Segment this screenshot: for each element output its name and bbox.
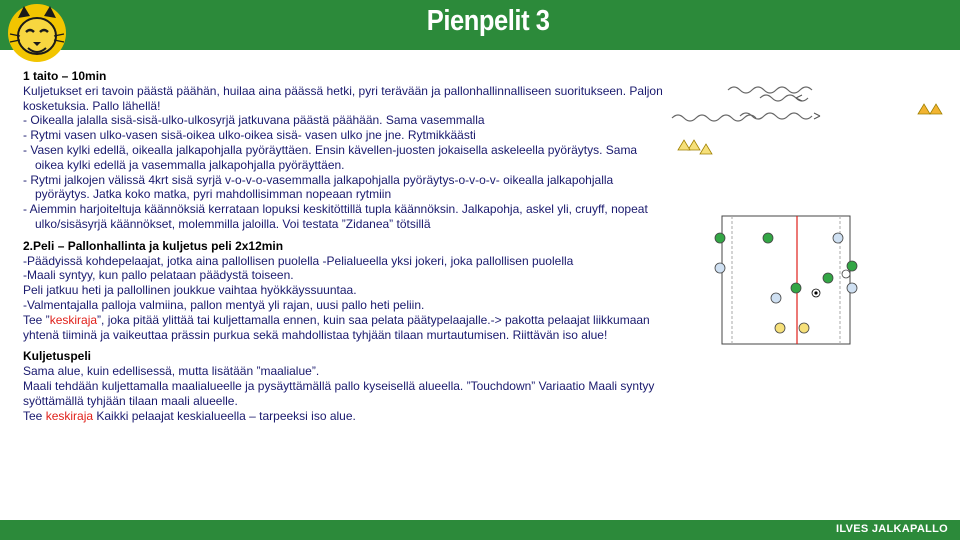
text-line: [23, 313, 668, 343]
list-item: - Aiemmin harjoiteltuja käännöksiä kerrataan lopuksi keskitöttillä tupla käännöksin. Jalkapohja, askel yli, cruyff, nopeat ulko/sisäsyrjä käännökset, molemmilla jaloilla. Voi testata ”Zidanea” tötsillä: [23, 202, 648, 231]
text-part: ”, joka pitää ylittää tai kuljettamalla ennen, kuin saa pelata päätypelaajalle.-> pakotta pelaajat liikkumaan yhtenä tiiminä ja vaikeuttaa prässin purkua sekä mahdollistaa tyhjään tilaan murtautumisen. Riittävän iso alue!: [23, 312, 650, 342]
lynx-logo-icon: [6, 2, 68, 64]
text-part: Kaikki pelaajat keskialueella – tarpeeksi iso alue.: [93, 408, 356, 423]
footer-bar: [0, 520, 960, 540]
slide-title: Pienpelit 3: [427, 5, 550, 37]
slide-body: [23, 69, 668, 423]
list-item: - Vasen kylki edellä, oikealla jalkapohjalla pyöräyttäen. Ensin kävellen-juosten jokaisella askeleella pyöräytys. Sama oikea kylki edellä ja vasemmalla jalkapohjalla pyöräyttäen.: [23, 142, 638, 172]
section-heading: 1 taito – 10min: [23, 69, 107, 83]
text-line: Sama alue, kuin edellisessä, mutta lisätään ”maalialue”.: [23, 364, 320, 379]
cone-icon: [678, 104, 942, 154]
ball-icon: [812, 289, 820, 297]
list-item: - Rytmi jalkojen välissä 4krt sisä syrjä v-o-v-o-vasemmalla jalkapohjalla pyöräytys-o-v-o-v- oikealla jalkapohjalla pyöräytys. Jatka koko matka, pyri mahdollisimman nopeaan rytmiin: [23, 172, 614, 202]
dribble-path-2: [728, 87, 812, 119]
text-part: Tee ”: [23, 312, 50, 327]
text-line: -Päädyissä kohdepelaajat, jotka aina pallollisen puolella -Pelialueella yksi jokeri, joka pallollisen puolella: [23, 253, 574, 268]
highlight-keyword: keskiraja: [45, 408, 94, 423]
section-heading: 2.Peli – Pallonhallinta ja kuljetus peli 2x12min: [23, 238, 284, 253]
drill-diagram: [668, 78, 960, 370]
section-heading: Kuljetuspeli: [23, 349, 92, 364]
footer-label: ILVES JALKAPALLO: [836, 523, 948, 535]
text-line: Peli jatkuu heti ja pallollinen joukkue vaihtaa hyökkäyssuuntaa.: [23, 283, 357, 298]
list-item: - Oikealla jalalla sisä-sisä-ulko-ulkosyrjä jatkuvana päästä päähään. Sama vasemmalla: [23, 113, 485, 128]
text-line: Kuljetukset eri tavoin päästä päähän, huilaa aina päässä hetki, pyri terävään ja pallonhallinnalliseen suoritukseen. Paljon kosketuksia. Pallo lähellä!: [23, 83, 663, 113]
text-line: [23, 409, 668, 424]
list-item: - Rytmi vasen ulko-vasen sisä-oikea ulko-oikea sisä- vasen ulko jne jne. Rytmikkäästi: [23, 128, 476, 143]
text-line: -Maali syntyy, kun pallo pelataan päädystä toiseen.: [23, 268, 294, 283]
text-part: Tee: [23, 408, 46, 423]
highlight-keyword: keskiraja: [49, 312, 98, 327]
text-line: -Valmentajalla palloja valmiina, pallon mentyä yli rajan, uusi pallo heti peliin.: [23, 297, 425, 312]
text-line: Maali tehdään kuljettamalla maalialueelle ja pysäyttämällä pallo kyseisellä alueella. ”Touchdown” Variaatio Maali syntyy syöttämällä tyhjään tilaan maali alueelle.: [23, 378, 655, 408]
